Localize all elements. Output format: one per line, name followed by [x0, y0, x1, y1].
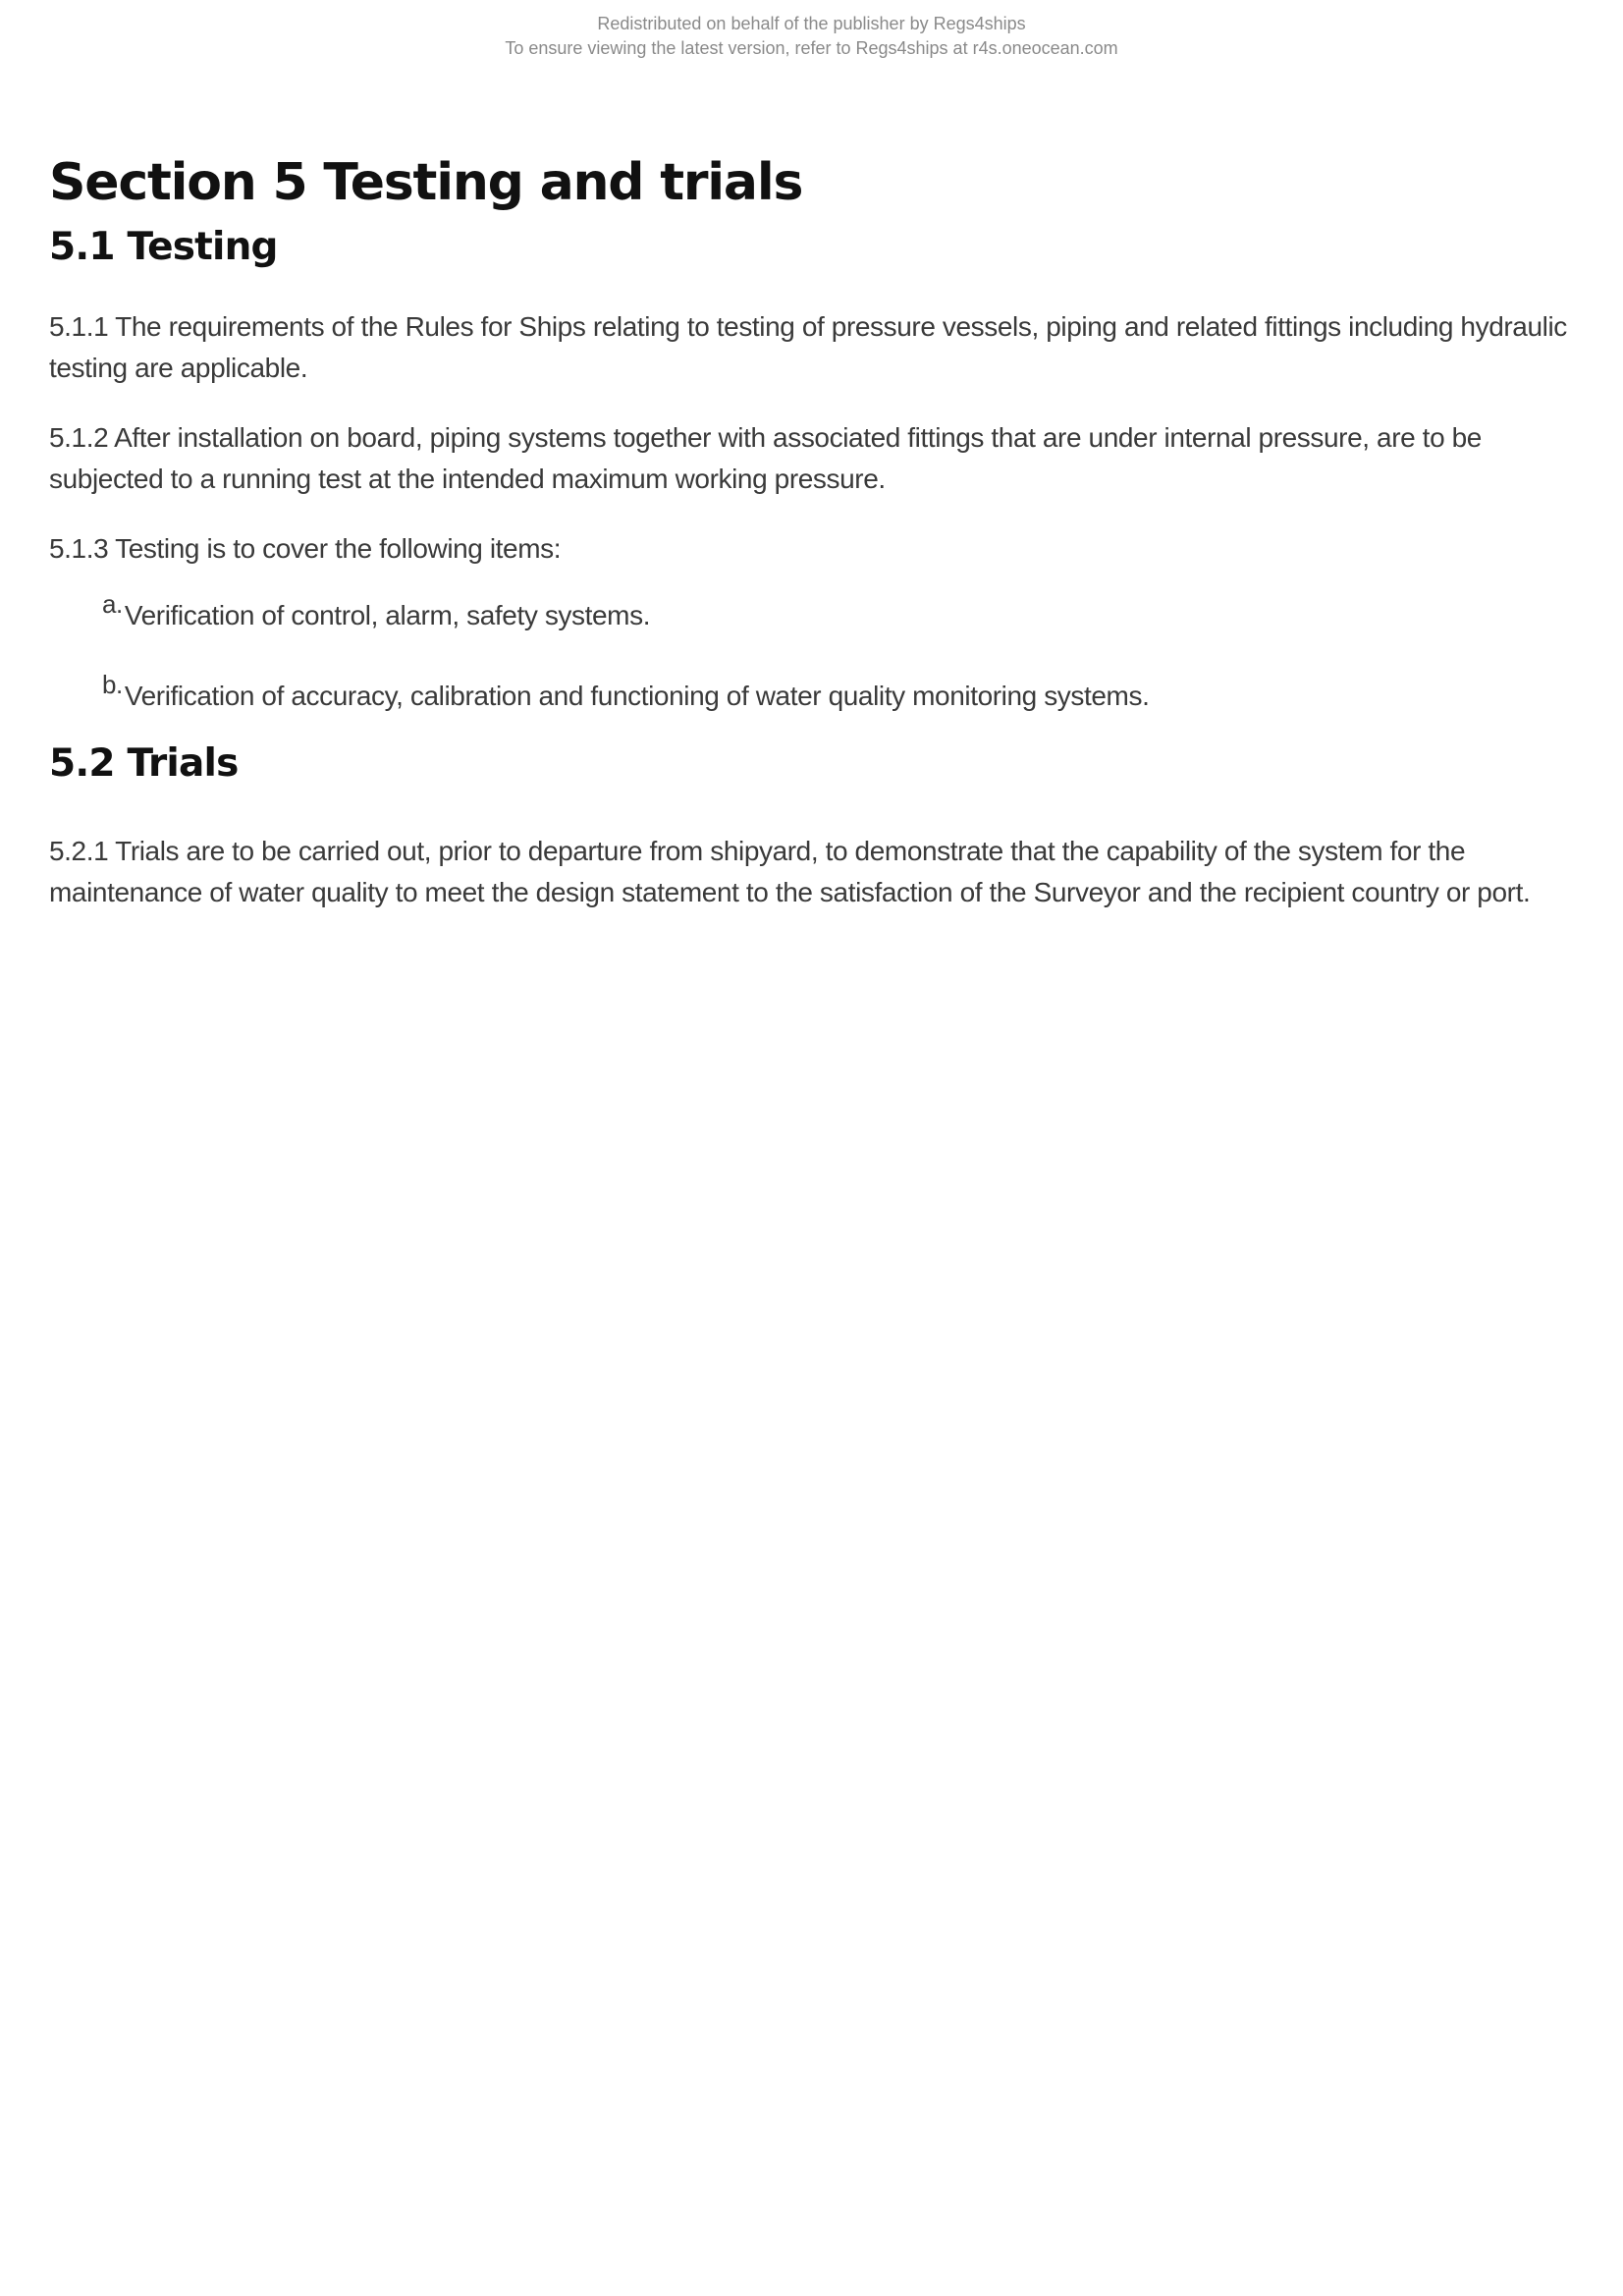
paragraph-5-1-1: 5.1.1 The requirements of the Rules for Ships relating to testing of pressure vessels, piping and related fittings including hydraulic testing are applicable. [49, 311, 1567, 383]
list-item-text: Verification of accuracy, calibration and functioning of water quality monitoring systems. [124, 681, 1150, 711]
paragraph-5-1-3: 5.1.3 Testing is to cover the following items: [49, 533, 562, 564]
section-title: Section 5 Testing and trials [49, 153, 803, 212]
testing-items-list [49, 583, 1581, 717]
list-item-marker: a. [102, 589, 123, 619]
paragraph-5-1-2: 5.1.2 After installation on board, piping systems together with associated fittings that are under internal pressure, are to be subjected to a running test at the intended maximum working pressure. [49, 422, 1482, 494]
subsection-heading-trials: 5.2 Trials [49, 741, 239, 786]
document-content [49, 145, 1581, 913]
list-item [102, 583, 1581, 636]
banner-line-latest-version: To ensure viewing the latest version, refer to Regs4ships at r4s.oneocean.com [505, 38, 1118, 58]
list-item [102, 664, 1581, 717]
redistribution-banner [0, 12, 1623, 61]
list-item-marker: b. [102, 670, 123, 699]
paragraph-5-2-1: 5.2.1 Trials are to be carried out, prior to departure from shipyard, to demonstrate that the capability of the system for the maintenance of water quality to meet the design statement to the satisfaction of the Surveyor and the recipient country or port. [49, 836, 1531, 907]
banner-line-publisher: Redistributed on behalf of the publisher by Regs4ships [597, 14, 1026, 33]
subsection-heading-testing: 5.1 Testing [49, 225, 278, 269]
list-item-text: Verification of control, alarm, safety systems. [124, 600, 651, 630]
